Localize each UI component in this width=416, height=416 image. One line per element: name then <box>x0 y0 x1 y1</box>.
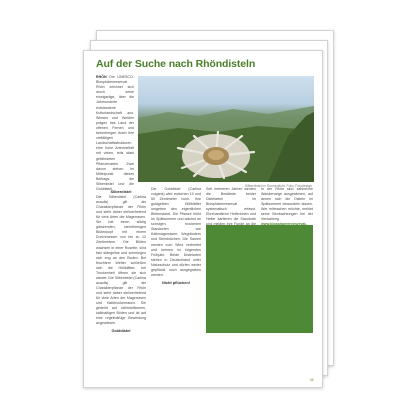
col2-paragraph: Die Golddistel (Carlina vulgaris) wird zwischen 10 und 50 Zentimeter hoch. Ihre goldgelben Hüllblätter umgeben den eigentlichen Blütenstand. Die Pflanze blüht im Spätsommer und wächst an sonnigen, trockenen Standorten wie Kalkmagerrasen, Wegrändern und Steinbrüchen. Die Samen werden vom Wind verbreitet und keimen im folgenden Frühjahr. Beide Distelarten stehen in Deutschland unter Naturschutz und dürfen weder gepflückt noch ausgegraben werden. <box>151 187 201 277</box>
text-column-3 <box>206 187 256 221</box>
text-column-1 <box>96 187 146 375</box>
lede-text: Die UNESCO-Biosphärenreservat Rhön zeichnet sich durch seine einzigartige, über die Jahrhunderte entstandene Kulturlandschaft aus. Wiesen und Weiden prägen das Land der offenen Fernen und beherbergen durch ihre vielfältigen Landschaftsstrukturen eine hohe Artenvielfalt mit vielen, teils stark gefährdeten Pflanzenarten. Zwei davon stehen im Mittelpunkt dieses Beitrags: die Silberdistel und die Golddistel. <box>96 75 134 192</box>
col1-paragraph-2: Die Silberdistel (Carlina acaulis) gilt als Charakterpflanze der Rhön und steht daher stellvertretend für viele Arten der Magerrasen und Halbtrockenrasen. Sie gedeiht auf nährstoffarmen, kalkhaltigen Böden und ist auf eine regelmäßige Beweidung angewiesen. <box>96 275 146 326</box>
thistle-photo <box>138 76 314 182</box>
front-page <box>83 50 323 388</box>
photo-caption: Silberdistel im Sonnenlicht, Foto: Fotodesign <box>244 184 312 188</box>
text-column-2 <box>151 187 201 375</box>
article-title: Auf der Suche nach Rhöndisteln <box>96 58 256 70</box>
subheading-golddistel: Golddistel <box>111 328 131 334</box>
page-number: 11 <box>309 377 314 382</box>
lede-lead: RHÖN <box>96 75 107 79</box>
green-image-box <box>206 225 313 333</box>
col4-paragraph: In der Rhön sind zahlreiche Wanderwege ausgewiesen, auf denen sich die Disteln im Spätsommer bewundern lassen. Wer mitmachen möchte, meldet seine Beobachtungen bei der Verwaltung. <box>261 187 313 222</box>
col1-paragraph: Die Silberdistel (Carlina acaulis) gilt als Charakterpflanze der Rhön und steht daher stellvertretend für viele Arten der Magerrasen. Sie hat einen silbrig glänzenden, sternförmigen Blütenkopf mit einem Durchmesser von bis zu 12 Zentimetern. Die Blüten wachsen in einer Rosette, sind fast stängellos und schmiegen sich eng an den Boden. Bei feuchtem Wetter schließen sich die Hüllblätter, bei Trockenheit öffnen sie sich wieder. <box>96 195 146 280</box>
subheading-silberdistel: Silberdistel <box>110 189 132 194</box>
subheading-nicht-pfluecken: Nicht pflücken! <box>161 279 191 285</box>
article-lede <box>96 75 134 192</box>
col3-paragraph: Seit mehreren Jahren werden die Bestände beider Distelarten im Biosphärenreservat systematisch erfasst. Ehrenamtliche Helferinnen und Helfer kartieren die Standorte <box>206 187 256 222</box>
text-column-4 <box>261 187 313 221</box>
thistle-photo-graphic <box>138 76 314 182</box>
